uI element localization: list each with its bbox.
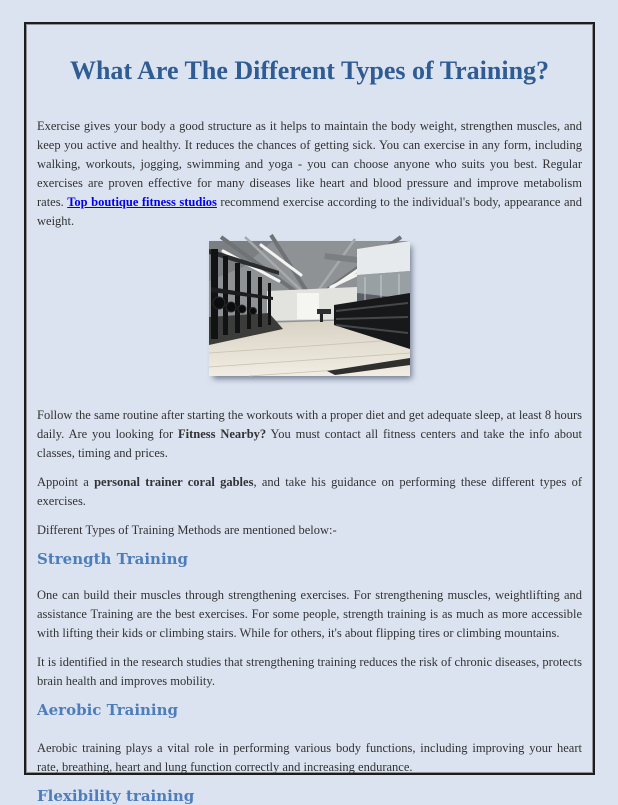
gym-photo-illustration (209, 241, 410, 376)
intro-text-post: recommend exercise according to the individual's body, appearance and weight. (37, 194, 582, 228)
methods-intro-paragraph: Different Types of Training Methods are mentioned below:- (37, 522, 337, 537)
fitness-text-post: You must contact all fitness centers and take the info about classes, timing and prices. (37, 426, 582, 460)
strength-training-heading: Strength Training (37, 549, 189, 568)
fitness-text-pre: Follow the same routine after starting the workouts with a proper diet and get adequate sleep, at least 8 hours daily. Are you looking for (37, 407, 582, 441)
fitness-nearby-bold: Fitness Nearby? (178, 426, 267, 441)
aerobic-training-heading: Aerobic Training (37, 700, 179, 719)
page-border-frame (24, 22, 595, 805)
page-title: What Are The Different Types of Training? (69, 56, 550, 85)
personal-trainer-bold: personal trainer coral gables (94, 474, 254, 489)
strength-paragraph-1: One can build their muscles through strengthening exercises. For strengthening muscles, weightlifting and assistance Training are the best exercises. For some people, strength training is as much as more accessible with lifting their kids or climbing stairs. While for others, it's about flipping tires or climbing mountains. (37, 587, 582, 640)
trainer-text-pre: Appoint a (37, 474, 95, 489)
boutique-fitness-studios-link[interactable]: Top boutique fitness studios (67, 194, 217, 209)
intro-paragraph (37, 117, 582, 231)
trainer-text-post: , and take his guidance on performing these different types of exercises. (37, 474, 583, 508)
gym-photo (209, 241, 410, 376)
aerobic-paragraph: Aerobic training plays a vital role in performing various body functions, including improving your heart rate, breathing, heart and lung function correctly and increasing endurance. (37, 740, 582, 774)
intro-text-pre: Exercise gives your body a good structure as it helps to maintain the body weight, strengthen muscles, and keep you active and healthy. It reduces the chances of getting sick. You can exercise in any form, including walking, workouts, jogging, swimming and yoga - you can choose anyone who suits you best. Regular exercises are proven effective for many diseases like heart and blood pressure and improve metabolism rates. (37, 118, 582, 209)
trainer-paragraph (37, 473, 582, 511)
fitness-nearby-paragraph (37, 406, 582, 463)
strength-paragraph-2: It is identified in the research studies that strengthening training reduces the risk of chronic diseases, protects brain health and improves mobility. (37, 654, 582, 688)
flexibility-training-heading: Flexibility training (37, 786, 195, 805)
